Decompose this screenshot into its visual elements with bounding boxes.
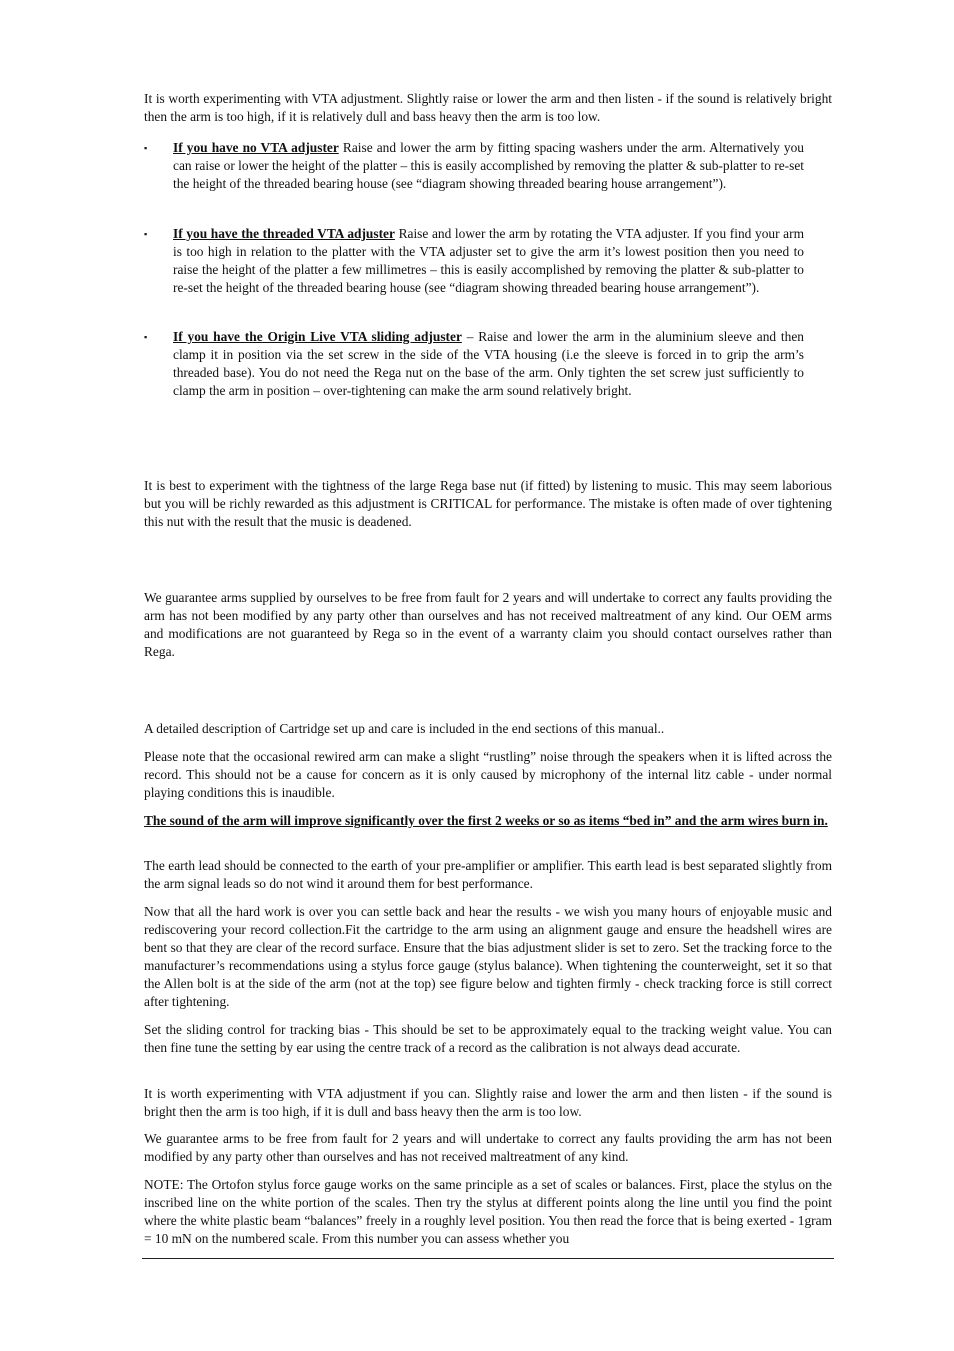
bullet-text: Raise and lower the arm by rotating the VTA adjuster. If you find your arm is too high in relation to the platter with the VTA adjuster set to give the arm it’s lowest position then you need to raise the height of the platter a few millimetres – this is easily accomplished by removing the platter & sub-platter to re-set the height of the threaded bearing house (see “diagram showing threaded bearing house arrangement”).: [173, 226, 804, 295]
bullet-square-icon: ▪: [144, 332, 148, 342]
rustling-paragraph: Please note that the occasional rewired arm can make a slight “rustling” noise through the speakers when it is lifted across the record. This should not be a cause for concern as it is only caused by microphony of the internal litz cable - under normal playing conditions this is inaudible.: [144, 749, 832, 800]
bullet-text: – Raise and lower the arm in the aluminium sleeve and then clamp it in position via the set screw in the side of the VTA housing (i.e the sleeve is forced in to grip the arm’s threaded base). You do not need the Rega nut on the base of the arm. Only tighten the set screw just sufficiently to clamp the arm in position – over-tightening can make the arm sound relatively bright.: [173, 329, 804, 398]
bullet-text: Raise and lower the arm by fitting spacing washers under the arm. Alternatively you can raise or lower the height of the platter – this is easily accomplished by removing the platter & sub-platter to re-set the height of the threaded bearing house (see “diagram showing threaded bearing house arrangement”).: [173, 140, 804, 191]
cartridge-paragraph: A detailed description of Cartridge set up and care is included in the end sections of this manual..: [144, 721, 665, 736]
bullet-square-icon: ▪: [144, 229, 148, 239]
oem-warranty-paragraph: We guarantee arms supplied by ourselves to be free from fault for 2 years and will undertake to correct any faults providing the arm has not been modified by any party other than ourselves and has not received maltreatment of any kind. Our OEM arms and modifications are not guaranteed by Rega so in the event of a warranty claim you should contact ourselves rather than Rega.: [144, 590, 832, 659]
bullet-no-vta-adjuster: [144, 139, 804, 193]
bullet-lead: If you have the threaded VTA adjuster: [173, 226, 395, 241]
setup-paragraph: Now that all the hard work is over you can settle back and hear the results - we wish you many hours of enjoyable music and rediscovering your record collection.Fit the cartridge to the arm using an alignment gauge and ensure the headshell wires are bent so that they are clear of the record surface. Ensure that the bias adjustment slider is set to zero. Set the tracking force to the manufacturer’s recommendations using a stylus force gauge (stylus balance). When tightening the counterweight, set it so that the Allen bolt is at the side of the arm (not at the top) see figure below and tighten firmly - check tracking force is still correct after tightening.: [144, 904, 832, 1009]
bullet-lead: If you have no VTA adjuster: [173, 140, 339, 155]
bias-paragraph: Set the sliding control for tracking bias - This should be set to be approximately equal to the tracking weight value. You can then fine tune the setting by ear using the centre track of a record as the calibration is not always dead accurate.: [144, 1022, 832, 1055]
bullet-lead: If you have the Origin Live VTA sliding adjuster: [173, 329, 462, 344]
warranty-paragraph: We guarantee arms to be free from fault for 2 years and will undertake to correct any faults providing the arm has not been modified by any party other than ourselves and has not received maltreatment of any kind.: [144, 1131, 832, 1164]
vta-intro-paragraph: It is worth experimenting with VTA adjustment. Slightly raise or lower the arm and then listen - if the sound is relatively bright then the arm is too high, if it is relatively dull and bass heavy then the arm is too low.: [144, 91, 832, 124]
burn-in-paragraph: The sound of the arm will improve significantly over the first 2 weeks or so as items “bed in” and the arm wires burn in.: [144, 813, 828, 828]
bullet-square-icon: ▪: [144, 143, 148, 153]
note-paragraph: NOTE: The Ortofon stylus force gauge works on the same principle as a set of scales or balances. First, place the stylus on the inscribed line on the white portion of the scales. Then try the stylus at different points along the line until you find the point where the white plastic beam “balances” freely in a roughly level position. You then read the force that is being exerted - 1gram = 10 mN on the numbered scale. From this number you can assess whether you: [144, 1177, 832, 1246]
earth-lead-paragraph: The earth lead should be connected to the earth of your pre-amplifier or amplifier. This earth lead is best separated slightly from the arm signal leads so do not wind it around them for best performance.: [144, 858, 832, 891]
footer-rule: [142, 1258, 834, 1259]
vta-again-paragraph: It is worth experimenting with VTA adjustment if you can. Slightly raise and lower the arm and then listen - if the sound is bright then the arm is too high, if it is dull and bass heavy then the arm is too low.: [144, 1086, 832, 1119]
bullet-sliding-vta-adjuster: [144, 328, 804, 400]
base-nut-paragraph: It is best to experiment with the tightness of the large Rega base nut (if fitted) by listening to music. This may seem laborious but you will be richly rewarded as this adjustment is CRITICAL for performance. The mistake is often made of over tightening this nut with the result that the music is deadened.: [144, 478, 832, 529]
bullet-threaded-vta-adjuster: [144, 225, 804, 297]
